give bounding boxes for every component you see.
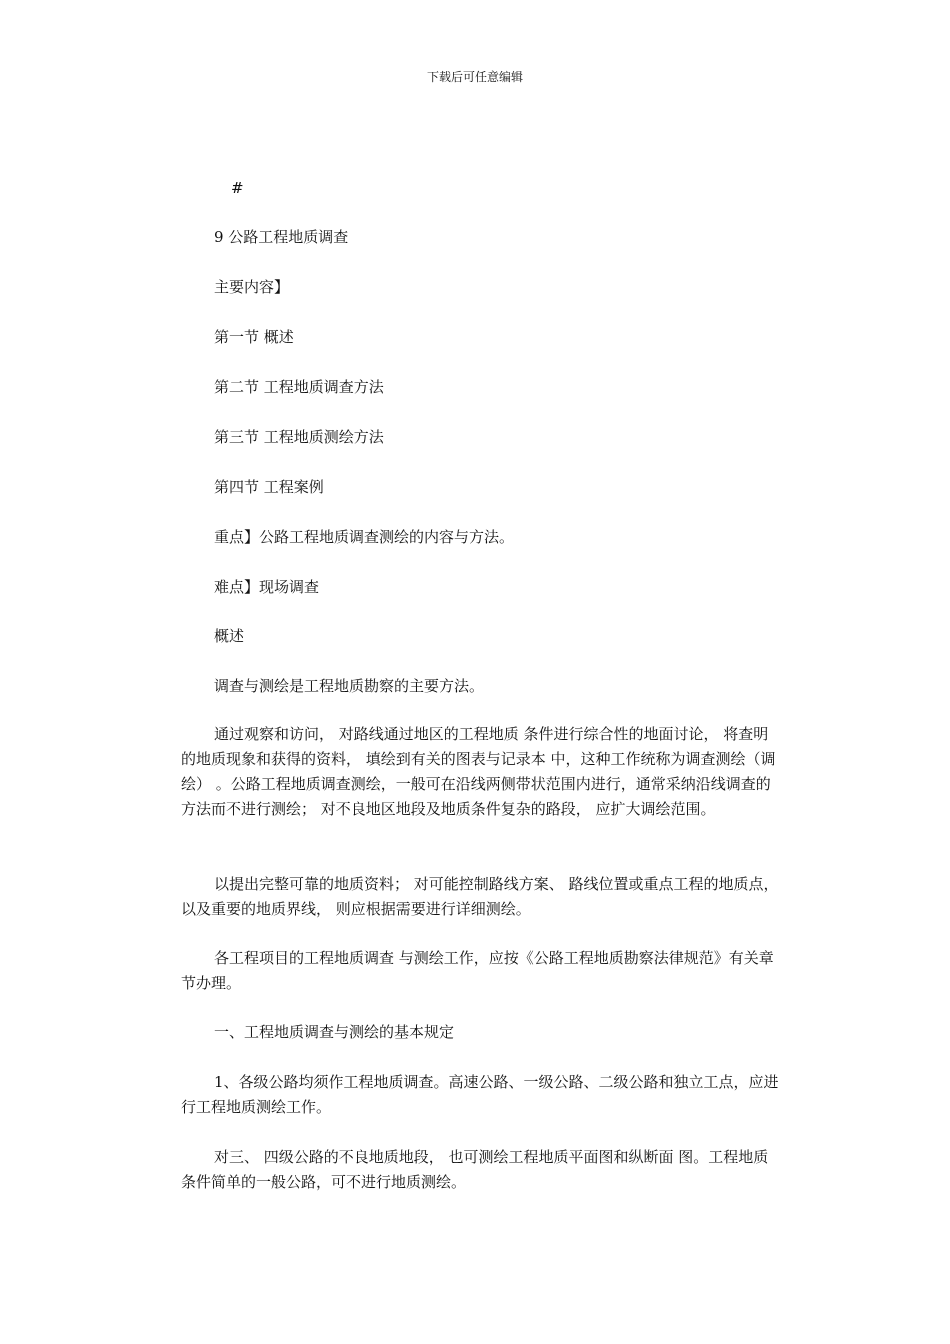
- paragraph-text: 1、各级公路均须作工程地质调查。高速公路、一级公路、二级公路和独立工点，应进 行工程地质测绘工作。: [181, 1073, 779, 1116]
- heading-text: 一、工程地质调查与测绘的基本规定: [214, 1023, 455, 1041]
- section-item: 第二节 工程地质调查方法: [214, 378, 384, 396]
- body-paragraph: [181, 722, 781, 822]
- hash-mark: #: [231, 179, 244, 197]
- section-item: 第三节 工程地质测绘方法: [214, 428, 384, 446]
- body-paragraph: [181, 946, 781, 996]
- paragraph-text: 各工程项目的工程地质调查 与测绘工作，应按《公路工程地质勘察法律规范》有关章节办理。: [181, 949, 774, 992]
- chapter-title: 9 公路工程地质调查: [214, 228, 349, 246]
- key-point: 重点】公路工程地质调查测绘的内容与方法。: [214, 528, 515, 546]
- paragraph-text: 对三、 四级公路的不良地质地段， 也可测绘工程地质平面图和纵断面 图。工程地质条件简单的一般公路，可不进行地质测绘。: [181, 1148, 769, 1191]
- body-paragraph: [181, 1145, 781, 1195]
- section-heading: [181, 1020, 781, 1045]
- section-item: 第四节 工程案例: [214, 478, 324, 496]
- difficulty: 难点】现场调查: [214, 578, 320, 596]
- paragraph-text: 以提出完整可靠的地质资料； 对可能控制路线方案、 路线位置或重点工程的地质点， 以及重要的地质界线， 则应根据需要进行详细测绘。: [181, 875, 779, 918]
- section-item: 第一节 概述: [214, 328, 294, 346]
- overview-intro: 调查与测绘是工程地质勘察的主要方法。: [214, 677, 485, 695]
- overview-heading: 概述: [214, 627, 245, 645]
- body-paragraph: [181, 872, 781, 922]
- page-header: 下载后可任意编辑: [426, 70, 523, 84]
- contents-label: 主要内容】: [214, 278, 290, 296]
- body-paragraph: [181, 1070, 781, 1120]
- paragraph-text: 通过观察和访问， 对路线通过地区的工程地质 条件进行综合性的地面讨论， 将查明的地质现象和获得的资料， 填绘到有关的图表与记录本 中，这种工作统称为调查测绘（调绘） 。公路工程地质调查测绘，一般可在沿线两侧带状范围内进行，通常采纳沿线调查的方法而不进行测绘； 对不良地区地段及地质条件复杂的路段， 应扩大调绘范围。: [181, 725, 776, 818]
